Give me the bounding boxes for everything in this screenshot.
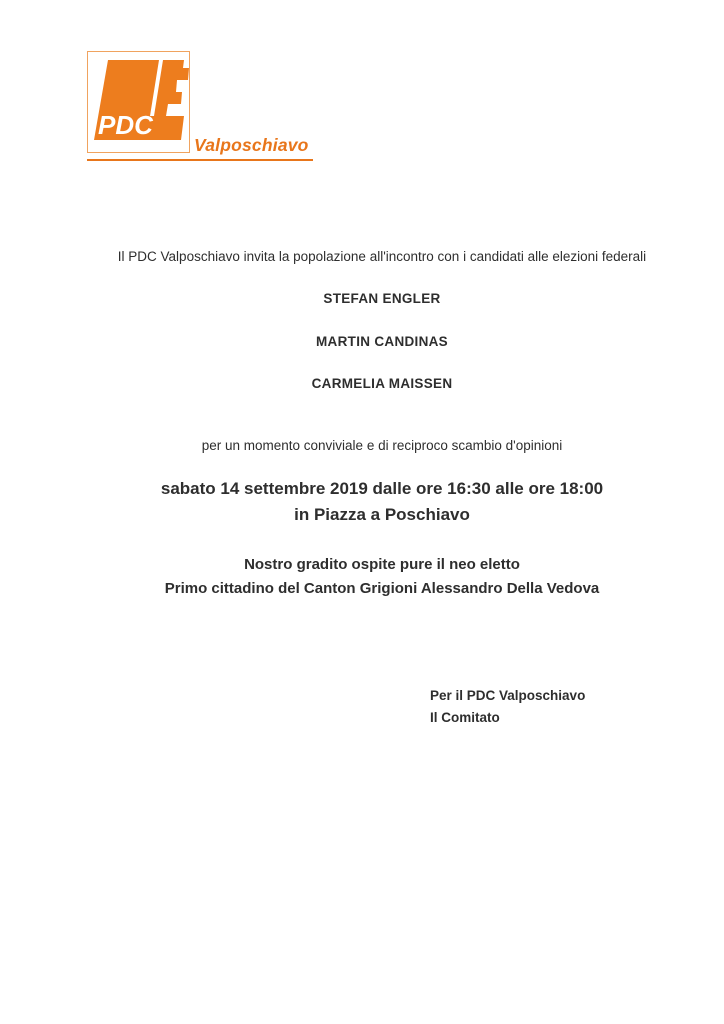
- invitation-intro-text: Il PDC Valposchiavo invita la popolazione all'incontro con i candidati alle elezioni federali: [117, 249, 647, 264]
- signature-committee: Il Comitato: [430, 710, 500, 725]
- pdc-logo-acronym: PDC: [98, 110, 153, 140]
- logo-underline-rule: [87, 159, 313, 161]
- invitation-purpose-text: per un momento conviviale e di reciproco scambio d'opinioni: [201, 438, 563, 453]
- guest-announcement-line-2: Primo cittadino del Canton Grigioni Alessandro Della Vedova: [164, 580, 600, 597]
- event-location: in Piazza a Poschiavo: [294, 505, 470, 524]
- event-datetime: sabato 14 settembre 2019 dalle ore 16:30 alle ore 18:00: [160, 479, 604, 498]
- pdc-logo-box: [87, 51, 190, 153]
- candidate-name-2: MARTIN CANDINAS: [316, 334, 448, 349]
- candidate-name-3: CARMELIA MAISSEN: [311, 376, 453, 391]
- candidate-name-1: STEFAN ENGLER: [323, 291, 441, 306]
- logo-region-label: Valposchiavo: [194, 135, 309, 155]
- signature-org: Per il PDC Valposchiavo: [430, 688, 586, 703]
- guest-announcement-line-1: Nostro gradito ospite pure il neo eletto: [244, 556, 520, 573]
- pdc-logo-icon: [88, 52, 189, 152]
